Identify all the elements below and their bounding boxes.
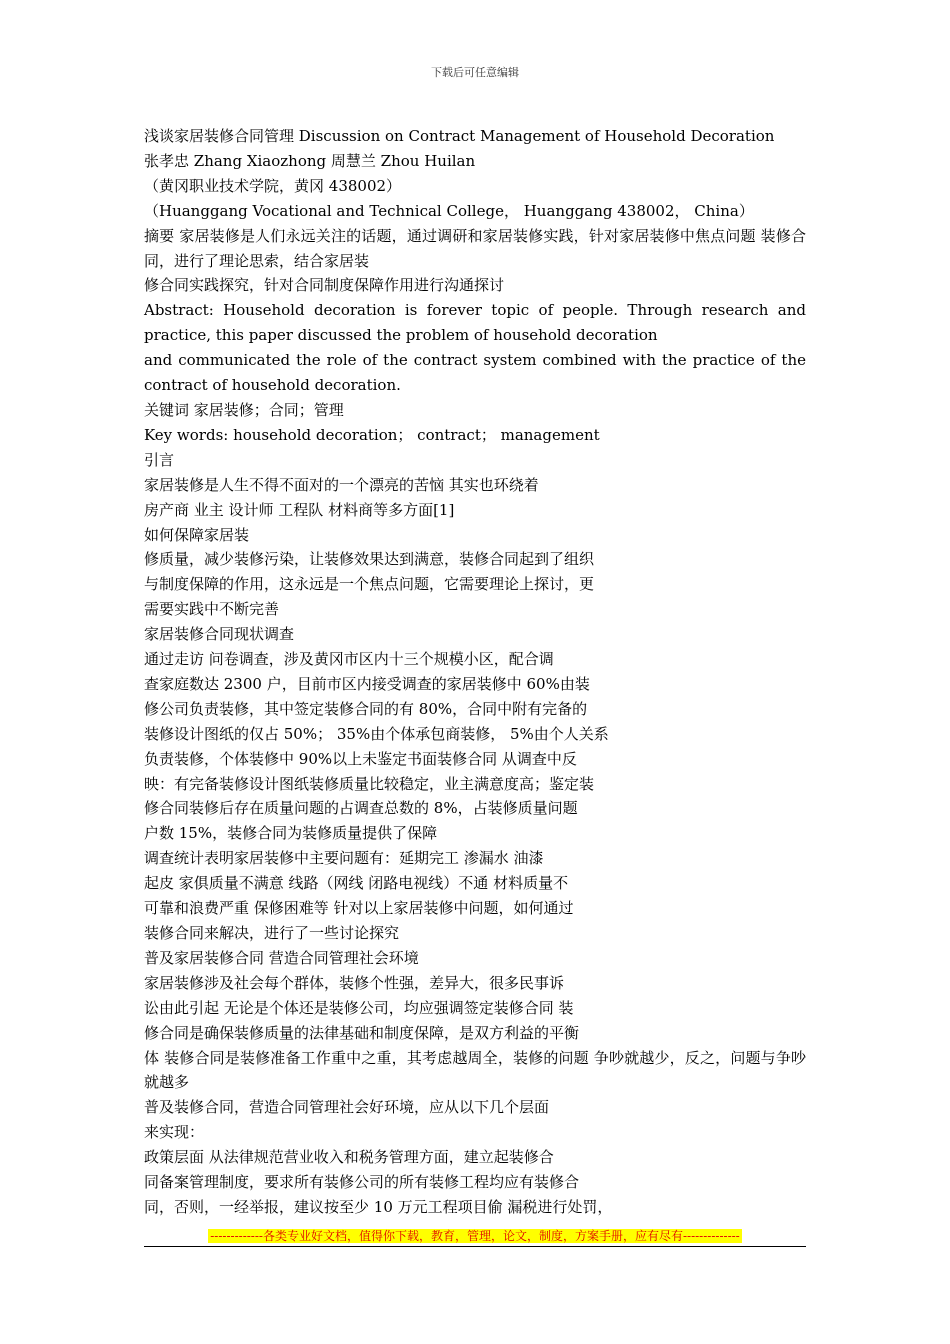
text-line: 修合同是确保装修质量的法律基础和制度保障，是双方利益的平衡 <box>144 1023 580 1042</box>
text-line: 家居装修是人生不得不面对的一个漂亮的苦恼 其实也环绕着 <box>144 475 539 494</box>
text-line: 调查统计表明家居装修中主要问题有：延期完工 渗漏水 油漆 <box>144 849 544 868</box>
text-line: Abstract: Household decoration is forever topic of people. Through research and practice, this paper discussed the problem of household decoration <box>144 301 806 345</box>
text-line: 关键词 家居装修；合同；管理 <box>144 400 344 419</box>
text-line: 装修设计图纸的仅占 50%； 35%由个体承包商装修， 5%由个人关系 <box>144 724 609 743</box>
text-line: and communicated the role of the contract system combined with the practice of the contract of household decoration. <box>144 351 806 395</box>
text-line: 同备案管理制度，要求所有装修公司的所有装修工程均应有装修合 <box>144 1173 580 1192</box>
text-line: （黄冈职业技术学院，黄冈 438002） <box>144 176 402 195</box>
text-line: 政策层面 从法律规范营业收入和税务管理方面，建立起装修合 <box>144 1148 554 1167</box>
text-line: 查家庭数达 2300 户，目前市区内接受调查的家居装修中 60%由装 <box>144 674 590 693</box>
text-line: 与制度保障的作用，这永远是一个焦点问题，它需要理论上探讨，更 <box>144 575 595 594</box>
header-note: 下载后可任意编辑 <box>431 66 519 79</box>
text-line: 映：有完备装修设计图纸装修质量比较稳定，业主满意度高；鉴定装 <box>144 774 595 793</box>
footer-banner <box>144 1225 806 1247</box>
text-line: 户数 15%，装修合同为装修质量提供了保障 <box>144 824 438 843</box>
text-line: 家居装修涉及社会每个群体，装修个性强，差异大，很多民事诉 <box>144 973 565 992</box>
text-line: 房产商 业主 设计师 工程队 材料商等多方面[1] <box>144 500 455 519</box>
text-line: 修质量，减少装修污染，让装修效果达到满意，装修合同起到了组织 <box>144 550 595 569</box>
text-line: 普及装修合同，营造合同管理社会好环境，应从以下几个层面 <box>144 1098 550 1117</box>
text-line: 摘要 家居装修是人们永远关注的话题，通过调研和家居装修实践，针对家居装修中焦点问题 装修合同，进行了理论思索，结合家居装 <box>144 226 806 270</box>
text-line: 负责装修，个体装修中 90%以上未鉴定书面装修合同 从调查中反 <box>144 749 577 768</box>
text-line: 需要实践中不断完善 <box>144 600 280 619</box>
text-line: 可靠和浪费严重 保修困难等 针对以上家居装修中问题，如何通过 <box>144 899 574 918</box>
text-line: Key words: household decoration； contract； management <box>144 425 600 444</box>
text-line: 浅谈家居装修合同管理 Discussion on Contract Management of Household Decoration <box>144 127 775 145</box>
text-line: 通过走访 问卷调查，涉及黄冈市区内十三个规模小区，配合调 <box>144 650 554 669</box>
text-line: 引言 <box>144 450 175 469</box>
text-line: 装修合同来解决，进行了一些讨论探究 <box>144 924 400 942</box>
document-body <box>144 124 806 1220</box>
text-line: 体 装修合同是装修准备工作重中之重，其考虑越周全，装修的问题 争吵就越少，反之，问题与争吵就越多 <box>144 1048 806 1092</box>
text-line: 修公司负责装修，其中签定装修合同的有 80%，合同中附有完备的 <box>144 699 588 718</box>
text-line: 来实现： <box>144 1123 205 1142</box>
text-line: 修合同实践探究，针对合同制度保障作用进行沟通探讨 <box>144 276 505 295</box>
text-line: 家居装修合同现状调查 <box>144 625 295 644</box>
text-line: 修合同装修后存在质量问题的占调查总数的 8%，占装修质量问题 <box>144 799 578 818</box>
text-line: 普及家居装修合同 营造合同管理社会环境 <box>144 948 419 967</box>
footer-banner-text: -------------各类专业好文档，值得你下载，教育，管理，论文，制度，方案手册，应有尽有-------------- <box>210 1229 740 1243</box>
text-line: 讼由此引起 无论是个体还是装修公司，均应强调签定装修合同 装 <box>144 998 574 1017</box>
text-line: 同，否则，一经举报，建议按至少 10 万元工程项目偷 漏税进行处罚， <box>144 1197 613 1216</box>
text-line: 起皮 家俱质量不满意 线路（网线 闭路电视线）不通 材料质量不 <box>144 874 569 893</box>
text-line: （Huanggang Vocational and Technical College， Huanggang 438002， China） <box>144 201 754 220</box>
text-line: 如何保障家居装 <box>144 525 250 544</box>
text-line: 张孝忠 Zhang Xiaozhong 周慧兰 Zhou Huilan <box>144 151 476 170</box>
